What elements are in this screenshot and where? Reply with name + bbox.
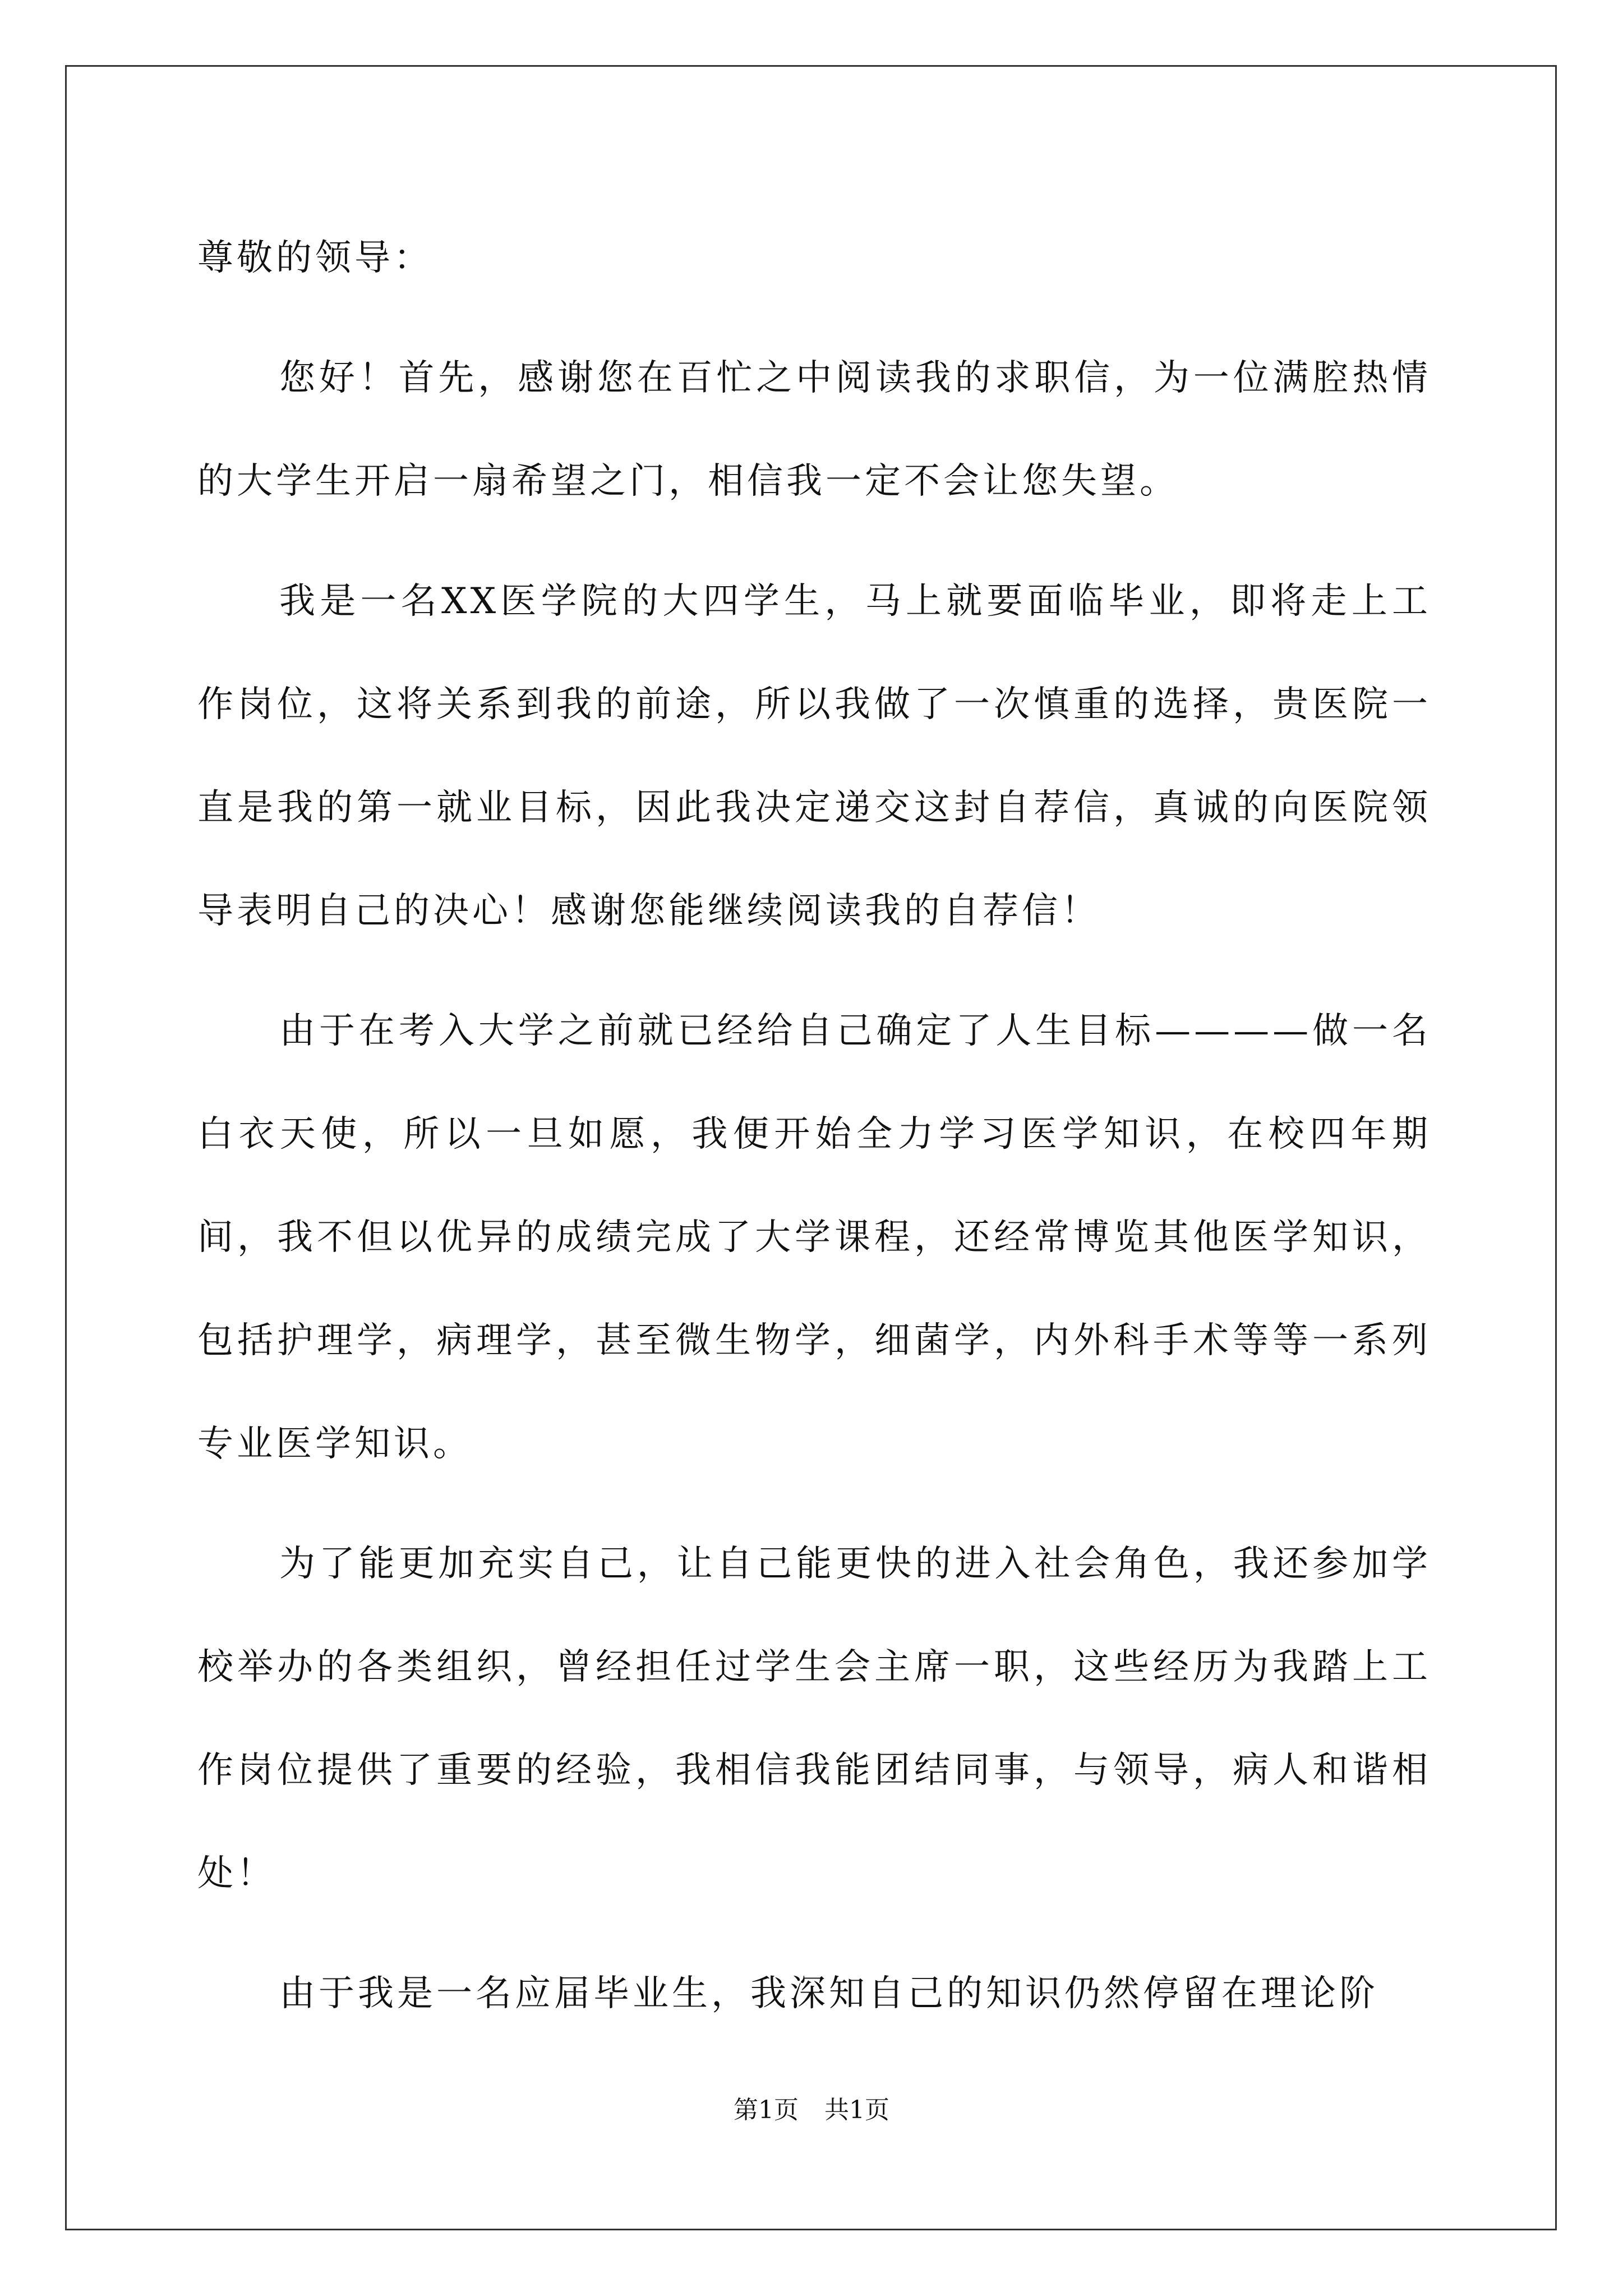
- salutation: 尊敬的领导：: [197, 237, 433, 279]
- page-footer: [0, 2093, 1623, 2127]
- paragraph: 为了能更加充实自己，让自己能更快的进入社会角色，我还参加学校举办的各类组织，曾经担任过学生会主席一职，这些经历为我踏上工作岗位提供了重要的经验，我相信我能团结同事，与领导，病人和谐相处！: [197, 1543, 1431, 1894]
- letter-body: [197, 206, 1431, 2062]
- paragraph: 我是一名XX医学院的大四学生，马上就要面临毕业，即将走上工作岗位，这将关系到我的前途，所以我做了一次慎重的选择，贵医院一直是我的第一就业目标，因此我决定递交这封自荐信，真诚的向医院领导表明自己的决心！感谢您能继续阅读我的自荐信！: [197, 581, 1431, 932]
- paragraph: 由于我是一名应届毕业生，我深知自己的知识仍然停留在理论阶: [279, 1973, 1378, 2014]
- page-number-current: 第1页: [734, 2096, 799, 2124]
- page-number-total: 共1页: [824, 2096, 889, 2124]
- paragraph: 由于在考入大学之前就已经给自己确定了人生目标————做一名白衣天使，所以一旦如愿，我便开始全力学习医学知识，在校四年期间，我不但以优异的成绩完成了大学课程，还经常博览其他医学知识，包括护理学，病理学，甚至微生物学，细菌学，内外科手术等等一系列专业医学知识。: [197, 1010, 1431, 1465]
- paragraph: 您好！首先，感谢您在百忙之中阅读我的求职信，为一位满腔热情的大学生开启一扇希望之门，相信我一定不会让您失望。: [197, 357, 1431, 502]
